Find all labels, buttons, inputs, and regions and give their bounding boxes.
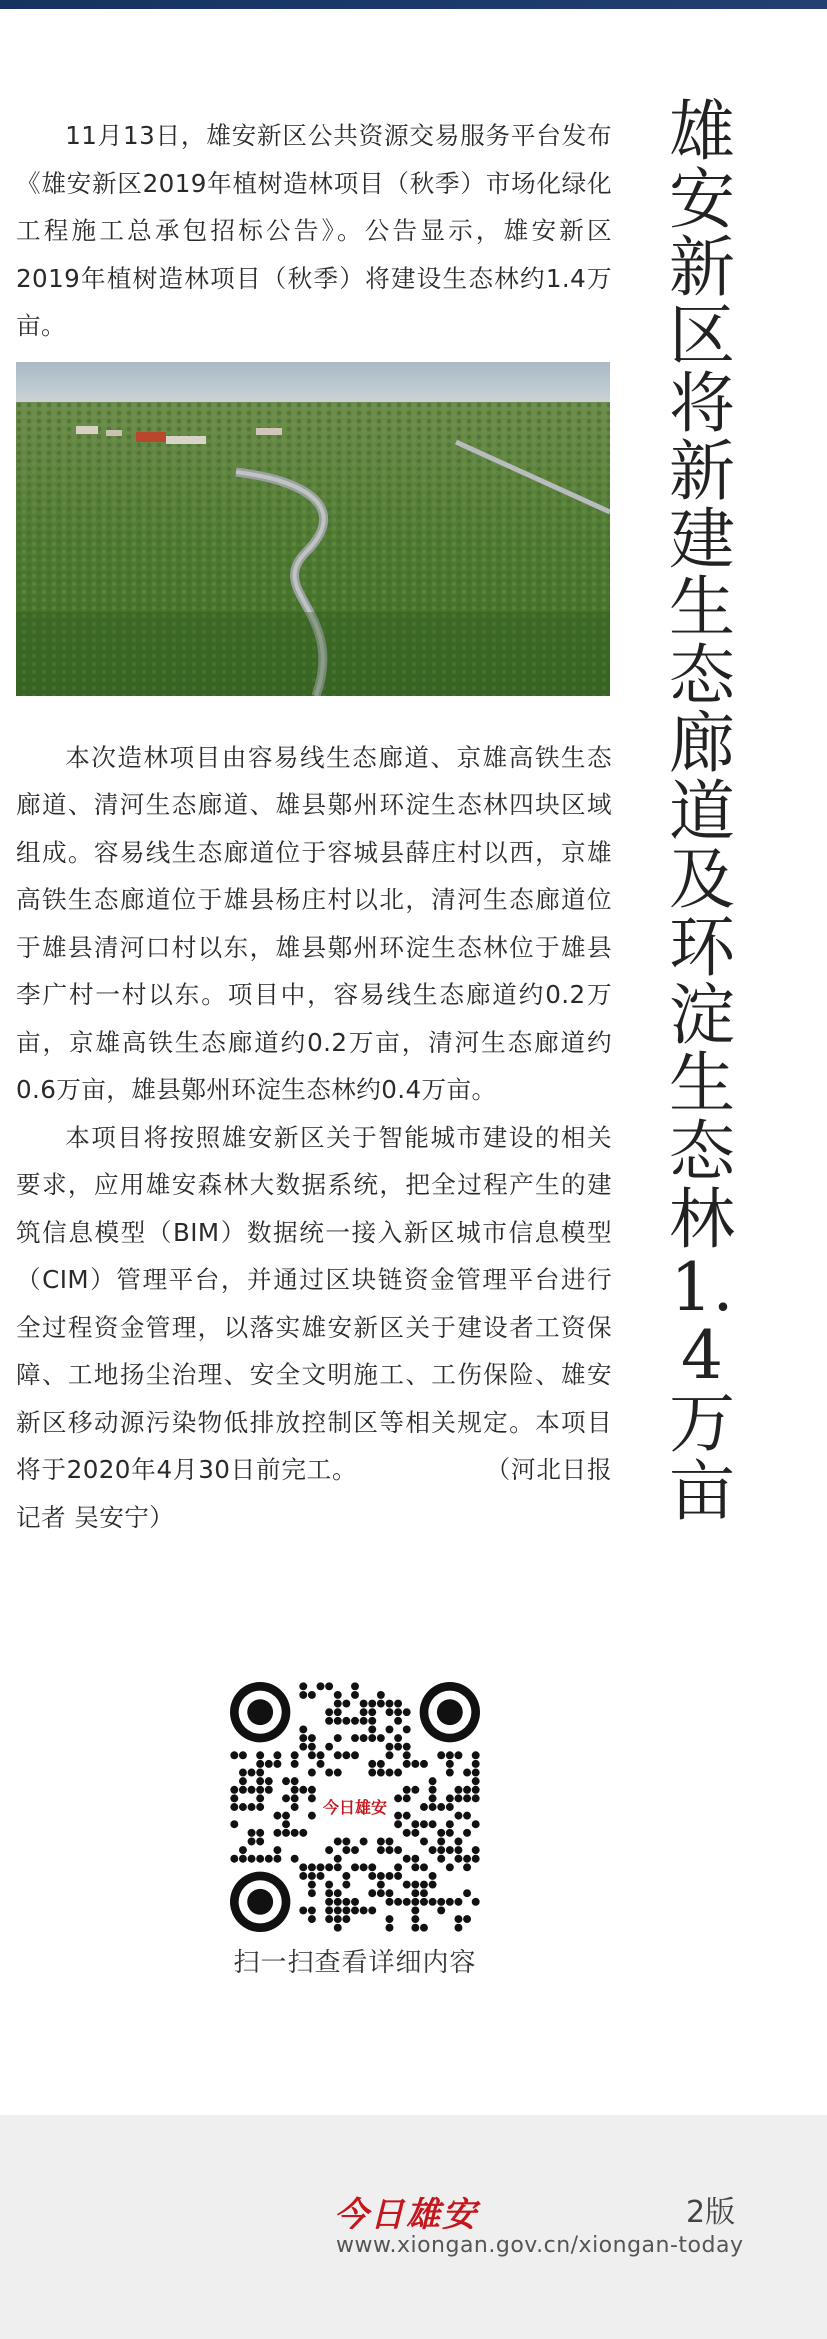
aerial-forest-photo (16, 362, 610, 696)
footer (0, 2115, 827, 2339)
article-paragraph-2: 本次造林项目由容易线生态廊道、京雄高铁生态廊道、清河生态廊道、雄县鄚州环淀生态林四块区域组成。容易线生态廊道位于容城县薛庄村以西，京雄高铁生态廊道位于雄县杨庄村以北，清河生态廊道位于雄县清河口村以东，雄县鄚州环淀生态林位于雄县李广村一村以东。项目中，容易线生态廊道约0.2万亩，京雄高铁生态廊道约0.2万亩，清河生态廊道约0.6万亩，雄县鄚州环淀生态林约0.4万亩。 (16, 742, 612, 1104)
article-paragraph-1: 11月13日，雄安新区公共资源交易服务平台发布《雄安新区2019年植树造林项目（秋季）市场化绿化工程施工总承包招标公告》。公告显示，雄安新区2019年植树造林项目（秋季）将建设生态林约1.4万亩。 (16, 121, 612, 340)
qr-caption: 扫一扫查看详细内容 (233, 1948, 477, 1978)
page-title: 雄安新区将新建生态廊道及环淀生态林1.4万亩 (669, 93, 735, 1530)
footer-logo: 今日雄安 (334, 2195, 478, 2235)
top-accent-bar (0, 0, 827, 9)
qr-center-logo: 今日雄安 (322, 1798, 388, 1818)
article-body (16, 112, 612, 1541)
article-paragraph-3-text: 本项目将按照雄安新区关于智能城市建设的相关要求，应用雄安森林大数据系统，把全过程产生的建筑信息模型（BIM）数据统一接入新区城市信息模型（CIM）管理平台，并通过区块链资金管理平台进行全过程资金管理，以落实雄安新区关于建设者工资保障、工地扬尘治理、安全文明施工、工伤保险、雄安新区移动源污染物低排放控制区等相关规定。本项目将于2020年4月30日前完工。 (16, 1122, 612, 1484)
qr-code[interactable] (230, 1682, 480, 1932)
footer-url[interactable]: www.xiongan.gov.cn/xiongan-today (336, 2233, 744, 2258)
article-paragraph-3 (16, 1114, 612, 1542)
reporter-byline: （河北日报记者 吴安宁） (16, 1455, 612, 1532)
edition-label: 2版 (686, 2195, 736, 2230)
